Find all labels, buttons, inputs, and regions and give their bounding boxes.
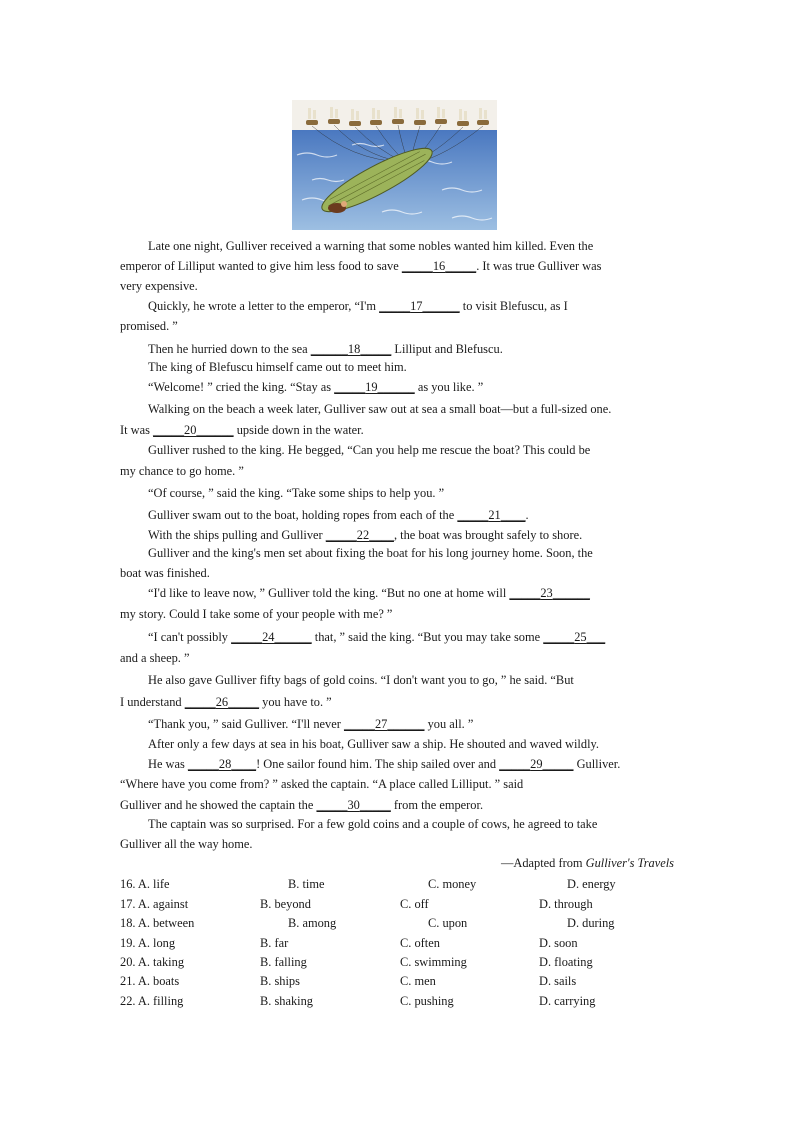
blank-18[interactable]: ______18_____ — [310, 342, 392, 356]
passage-line — [148, 401, 611, 417]
question-17-option-b[interactable]: B. beyond — [260, 897, 311, 911]
passage-line — [148, 756, 620, 772]
text-run: “Where have you come from? ” asked the captain. “A place called Lilliput. ” said — [120, 777, 524, 791]
text-run: from the emperor. — [390, 798, 484, 812]
text-run: my story. Could I take some of your people with me? ” — [120, 607, 393, 621]
question-20-option-c[interactable]: C. swimming — [400, 955, 467, 969]
question-21-option-d[interactable]: D. sails — [539, 974, 577, 988]
passage-line — [120, 776, 523, 792]
question-20-option-b[interactable]: B. falling — [260, 955, 307, 969]
question-16-option-a[interactable]: 16. A. life — [120, 877, 170, 891]
blank-16[interactable]: _____16_____ — [401, 259, 477, 273]
passage-line — [148, 341, 503, 357]
source-title: Gulliver's Travels — [585, 856, 674, 870]
blank-22[interactable]: _____22____ — [325, 528, 394, 542]
question-21-option-b[interactable]: B. ships — [260, 974, 300, 988]
passage-line — [148, 736, 599, 752]
blank-29[interactable]: _____29_____ — [499, 757, 574, 771]
text-run: Gulliver and the king's men set about fixing the boat for his long journey home. Soon, the — [148, 546, 593, 560]
text-run: emperor of Lilliput wanted to give him less food to save — [120, 259, 402, 273]
text-run: Quickly, he wrote a letter to the emperor, “I'm — [148, 299, 380, 313]
attribution: —Adapted from Gulliver's Travels — [500, 856, 674, 870]
text-run: “Thank you, ” said Gulliver. “I'll never — [148, 717, 344, 731]
question-20-option-a[interactable]: 20. A. taking — [120, 955, 185, 969]
text-run: very expensive. — [120, 279, 198, 293]
text-run: He also gave Gulliver fifty bags of gold coins. “I don't want you to go, ” he said. “But — [148, 673, 574, 687]
passage-line — [120, 650, 190, 666]
passage-line — [148, 527, 582, 543]
question-20-option-d[interactable]: D. floating — [539, 955, 593, 969]
question-21-option-a[interactable]: 21. A. boats — [120, 974, 180, 988]
question-18-option-c[interactable]: C. upon — [428, 916, 468, 930]
text-run: “I'd like to leave now, ” Gulliver told the king. “But no one at home will — [148, 586, 510, 600]
question-22-option-d[interactable]: D. carrying — [539, 994, 596, 1008]
question-22-option-a[interactable]: 22. A. filling — [120, 994, 184, 1008]
passage-line — [148, 629, 605, 645]
passage-line — [120, 278, 198, 294]
text-run: as you like. ” — [414, 380, 484, 394]
passage-line — [120, 606, 392, 622]
text-run: Then he hurried down to the sea — [148, 342, 311, 356]
text-run: He was — [148, 757, 188, 771]
passage-line — [148, 816, 597, 832]
blank-24[interactable]: _____24______ — [231, 630, 312, 644]
passage-line — [120, 318, 178, 334]
question-16-option-c[interactable]: C. money — [428, 877, 477, 891]
text-run: promised. ” — [120, 319, 178, 333]
passage-line — [148, 545, 593, 561]
blank-28[interactable]: _____28____ — [187, 757, 257, 771]
question-22-option-c[interactable]: C. pushing — [400, 994, 454, 1008]
text-run: you have to. ” — [259, 695, 332, 709]
text-run: you all. ” — [424, 717, 474, 731]
text-run: “I can't possibly — [148, 630, 232, 644]
question-19-option-d[interactable]: D. soon — [539, 936, 578, 950]
text-run: I understand — [120, 695, 185, 709]
passage-line — [148, 442, 590, 458]
question-19-option-a[interactable]: 19. A. long — [120, 936, 176, 950]
passage-line — [148, 585, 590, 601]
text-run: With the ships pulling and Gulliver — [148, 528, 326, 542]
question-19-option-b[interactable]: B. far — [260, 936, 289, 950]
text-run: The king of Blefuscu himself came out to meet him. — [148, 360, 407, 374]
passage-line — [148, 379, 483, 395]
blank-17[interactable]: _____17______ — [379, 299, 460, 313]
passage-line — [120, 565, 210, 581]
blank-23[interactable]: _____23______ — [509, 586, 590, 600]
passage-line — [148, 672, 574, 688]
text-run: Gulliver and he showed the captain the — [120, 798, 317, 812]
blank-25[interactable]: _____25___ — [543, 630, 606, 644]
text-run: that, ” said the king. “But you may take some — [311, 630, 544, 644]
blank-20[interactable]: _____20______ — [153, 423, 234, 437]
blank-19[interactable]: _____19______ — [334, 380, 415, 394]
text-run: . — [525, 508, 529, 522]
passage-line — [120, 422, 364, 438]
passage-line — [148, 507, 529, 523]
question-16-option-d[interactable]: D. energy — [567, 877, 616, 891]
text-run: “Of course, ” said the king. “Take some ships to help you. ” — [148, 486, 445, 500]
text-run: . It was true Gulliver was — [476, 259, 602, 273]
question-19-option-c[interactable]: C. often — [400, 936, 440, 950]
passage-line — [148, 485, 444, 501]
passage-line — [148, 716, 473, 732]
text-run: and a sheep. ” — [120, 651, 190, 665]
passage-line — [148, 298, 568, 314]
passage-line — [120, 797, 483, 813]
blank-21[interactable]: _____21____ — [457, 508, 526, 522]
passage-line — [148, 359, 407, 375]
text-run: Walking on the beach a week later, Gulliver saw out at sea a small boat—but a full-sized one. — [148, 402, 612, 416]
question-18-option-d[interactable]: D. during — [567, 916, 615, 930]
question-17-option-d[interactable]: D. through — [539, 897, 593, 911]
question-22-option-b[interactable]: B. shaking — [260, 994, 314, 1008]
passage-line — [120, 836, 252, 852]
question-18-option-b[interactable]: B. among — [288, 916, 337, 930]
text-run: Late one night, Gulliver received a warning that some nobles wanted him killed. Even the — [148, 239, 594, 253]
blank-26[interactable]: _____26_____ — [184, 695, 260, 709]
passage-line — [120, 258, 601, 274]
text-run: Gulliver. — [573, 757, 621, 771]
text-run: ! One sailor found him. The ship sailed over and — [256, 757, 500, 771]
text-run: After only a few days at sea in his boat, Gulliver saw a ship. He shouted and waved wildly. — [148, 737, 599, 751]
passage-line — [120, 463, 244, 479]
text-run: Lilliput and Blefuscu. — [391, 342, 503, 356]
text-run: It was — [120, 423, 154, 437]
blank-27[interactable]: _____27______ — [343, 717, 425, 731]
question-18-option-a[interactable]: 18. A. between — [120, 916, 195, 930]
text-run: upside down in the water. — [233, 423, 364, 437]
text-run: , the boat was brought safely to shore. — [393, 528, 583, 542]
question-17-option-a[interactable]: 17. A. against — [120, 897, 189, 911]
text-run: “Welcome! ” cried the king. “Stay as — [148, 380, 335, 394]
gulliver-illustration — [292, 100, 497, 230]
passage-line — [148, 238, 593, 254]
text-run: The captain was so surprised. For a few gold coins and a couple of cows, he agreed to take — [148, 817, 598, 831]
question-17-option-c[interactable]: C. off — [400, 897, 429, 911]
question-21-option-c[interactable]: C. men — [400, 974, 436, 988]
question-16-option-b[interactable]: B. time — [288, 877, 325, 891]
text-run: to visit Blefuscu, as I — [459, 299, 568, 313]
text-run: Gulliver swam out to the boat, holding ropes from each of the — [148, 508, 458, 522]
blank-30[interactable]: _____30_____ — [316, 798, 391, 812]
text-run: my chance to go home. ” — [120, 464, 244, 478]
text-run: boat was finished. — [120, 566, 210, 580]
text-run: Gulliver rushed to the king. He begged, “Can you help me rescue the boat? This could be — [148, 443, 591, 457]
text-run: Gulliver all the way home. — [120, 837, 253, 851]
passage-line — [120, 694, 332, 710]
